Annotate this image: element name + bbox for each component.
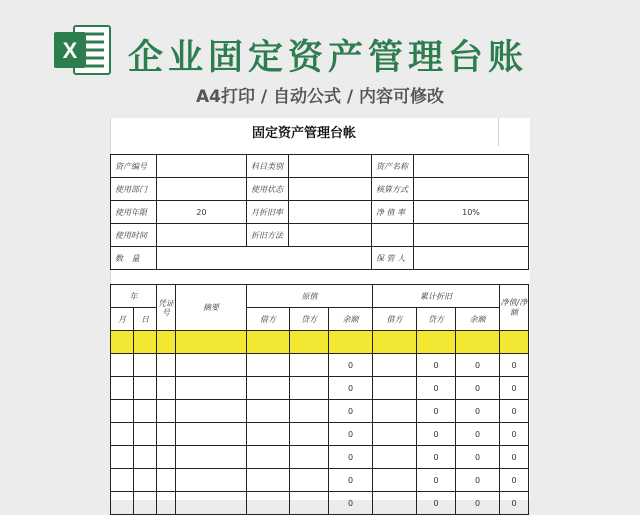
empty-cell [372, 224, 414, 247]
cell[interactable] [290, 377, 329, 400]
cell[interactable] [329, 331, 373, 354]
quantity-label: 数 量 [111, 247, 157, 270]
summary-header: 摘要 [176, 285, 247, 331]
cell[interactable]: 0 [456, 446, 500, 469]
cell[interactable] [247, 354, 290, 377]
cell[interactable]: 0 [500, 354, 529, 377]
cell[interactable] [417, 331, 456, 354]
use-time-label: 使用时间 [111, 224, 157, 247]
residual-rate-cell[interactable]: 10% [414, 201, 529, 224]
cell[interactable] [157, 423, 176, 446]
cell[interactable] [247, 446, 290, 469]
monthly-rate-label: 月折旧率 [247, 201, 289, 224]
asset-name-label: 资产名称 [372, 155, 414, 178]
cell[interactable]: 0 [500, 400, 529, 423]
cell[interactable] [373, 331, 417, 354]
cell[interactable] [290, 354, 329, 377]
accum-credit-header: 贷方 [417, 308, 456, 331]
cell[interactable]: 0 [417, 423, 456, 446]
cell[interactable] [373, 377, 417, 400]
cell[interactable] [290, 446, 329, 469]
cell[interactable] [247, 469, 290, 492]
cell[interactable] [111, 354, 134, 377]
cell[interactable] [134, 492, 157, 515]
excel-icon [52, 22, 114, 78]
cell[interactable]: 0 [500, 492, 529, 515]
cell[interactable] [134, 446, 157, 469]
status-label: 使用状态 [247, 178, 289, 201]
cell[interactable]: 0 [329, 492, 373, 515]
cell[interactable] [373, 423, 417, 446]
cell[interactable] [134, 423, 157, 446]
cell[interactable]: 0 [500, 469, 529, 492]
cell[interactable] [456, 331, 500, 354]
cell[interactable] [176, 400, 247, 423]
cell[interactable] [290, 423, 329, 446]
cell[interactable] [111, 377, 134, 400]
cell[interactable] [500, 331, 529, 354]
table-row [111, 492, 529, 515]
cell[interactable] [111, 400, 134, 423]
cell[interactable]: 0 [329, 469, 373, 492]
cell[interactable]: 0 [456, 423, 500, 446]
original-credit-header: 贷方 [290, 308, 329, 331]
cell[interactable] [134, 400, 157, 423]
depr-method-cell[interactable] [414, 178, 529, 201]
cell[interactable] [290, 469, 329, 492]
cell[interactable] [176, 492, 247, 515]
table-row [111, 377, 529, 400]
asset-code-cell[interactable] [157, 155, 247, 178]
table-row [111, 469, 529, 492]
cell[interactable]: 0 [329, 423, 373, 446]
cell[interactable]: 0 [417, 492, 456, 515]
empty-cell [414, 224, 529, 247]
cell[interactable] [247, 377, 290, 400]
cell[interactable] [247, 423, 290, 446]
cell[interactable] [111, 423, 134, 446]
net-value-header: 净值/净额 [500, 285, 529, 331]
custodian-cell[interactable] [414, 247, 529, 270]
cell[interactable] [134, 331, 157, 354]
cell[interactable] [111, 446, 134, 469]
category-label: 科目类别 [247, 155, 289, 178]
cell[interactable] [176, 423, 247, 446]
svg-text:X: X [62, 38, 78, 63]
cell[interactable] [176, 469, 247, 492]
custodian-label: 保 管 人 [372, 247, 414, 270]
cell[interactable]: 0 [417, 446, 456, 469]
category-cell[interactable] [289, 155, 372, 178]
cell[interactable] [176, 377, 247, 400]
accum-debit-header: 借方 [373, 308, 417, 331]
asset-info-table [110, 154, 529, 270]
cell[interactable] [134, 354, 157, 377]
original-debit-header: 借方 [247, 308, 290, 331]
cell[interactable]: 0 [329, 354, 373, 377]
cell[interactable]: 0 [456, 492, 500, 515]
use-time-cell[interactable] [157, 224, 247, 247]
original-balance-header: 余额 [329, 308, 373, 331]
cell[interactable] [373, 354, 417, 377]
cell[interactable] [247, 492, 290, 515]
cell[interactable] [157, 469, 176, 492]
residual-rate-label: 净 值 率 [372, 201, 414, 224]
cell[interactable]: 0 [417, 377, 456, 400]
cell[interactable] [373, 446, 417, 469]
year-header: 年 [111, 285, 157, 308]
table-row [111, 400, 529, 423]
table-row [111, 354, 529, 377]
cell[interactable] [247, 331, 290, 354]
cell[interactable]: 0 [456, 400, 500, 423]
table-row [111, 423, 529, 446]
original-value-header: 原值 [247, 285, 373, 308]
cell[interactable]: 0 [500, 377, 529, 400]
cell[interactable]: 0 [456, 469, 500, 492]
banner [0, 0, 640, 118]
cell[interactable] [373, 400, 417, 423]
cell[interactable] [157, 331, 176, 354]
years-label: 使用年限 [111, 201, 157, 224]
voucher-header: 凭证号 [157, 285, 176, 331]
dept-label: 使用部门 [111, 178, 157, 201]
quantity-cell[interactable] [157, 247, 372, 270]
depr-method2-cell[interactable] [289, 224, 372, 247]
cell[interactable] [134, 469, 157, 492]
cell[interactable]: 0 [456, 354, 500, 377]
asset-code-label: 资产编号 [111, 155, 157, 178]
monthly-rate-cell[interactable] [289, 201, 372, 224]
depr-method2-label: 折旧方法 [247, 224, 289, 247]
cell[interactable] [157, 446, 176, 469]
accum-balance-header: 余额 [456, 308, 500, 331]
month-header: 月 [111, 308, 134, 331]
cell[interactable] [111, 331, 134, 354]
cell[interactable] [157, 354, 176, 377]
cell[interactable] [111, 492, 134, 515]
cell[interactable]: 0 [417, 400, 456, 423]
cell[interactable]: 0 [329, 400, 373, 423]
cell[interactable] [290, 400, 329, 423]
cell[interactable] [290, 331, 329, 354]
cell[interactable] [373, 469, 417, 492]
status-cell[interactable] [289, 178, 372, 201]
asset-name-cell[interactable] [414, 155, 529, 178]
page-subtitle: A4打印 / 自动公式 / 内容可修改 [195, 87, 445, 107]
cell[interactable]: 0 [500, 446, 529, 469]
cell[interactable] [157, 400, 176, 423]
cell[interactable] [176, 354, 247, 377]
day-header: 日 [134, 308, 157, 331]
cell[interactable] [247, 400, 290, 423]
depr-method-label: 核算方式 [372, 178, 414, 201]
spreadsheet-sheet [110, 118, 530, 508]
table-row [111, 446, 529, 469]
cell[interactable] [176, 446, 247, 469]
cell[interactable] [111, 469, 134, 492]
cell[interactable] [157, 377, 176, 400]
cell[interactable]: 0 [417, 469, 456, 492]
highlight-row [111, 331, 529, 354]
dept-cell[interactable] [157, 178, 247, 201]
cell[interactable] [373, 492, 417, 515]
cell[interactable]: 0 [500, 423, 529, 446]
cell[interactable] [134, 377, 157, 400]
page-title: 企业固定资产管理台账 [128, 38, 529, 78]
cell[interactable]: 0 [417, 354, 456, 377]
cell[interactable] [176, 331, 247, 354]
cell[interactable] [290, 492, 329, 515]
cell[interactable]: 0 [329, 446, 373, 469]
sheet-title: 固定资产管理台帐 [251, 126, 356, 141]
cell[interactable]: 0 [329, 377, 373, 400]
accum-depr-header: 累计折旧 [373, 285, 500, 308]
cell[interactable] [157, 492, 176, 515]
years-cell[interactable]: 20 [157, 201, 247, 224]
ledger-table [110, 284, 529, 515]
cell[interactable]: 0 [456, 377, 500, 400]
